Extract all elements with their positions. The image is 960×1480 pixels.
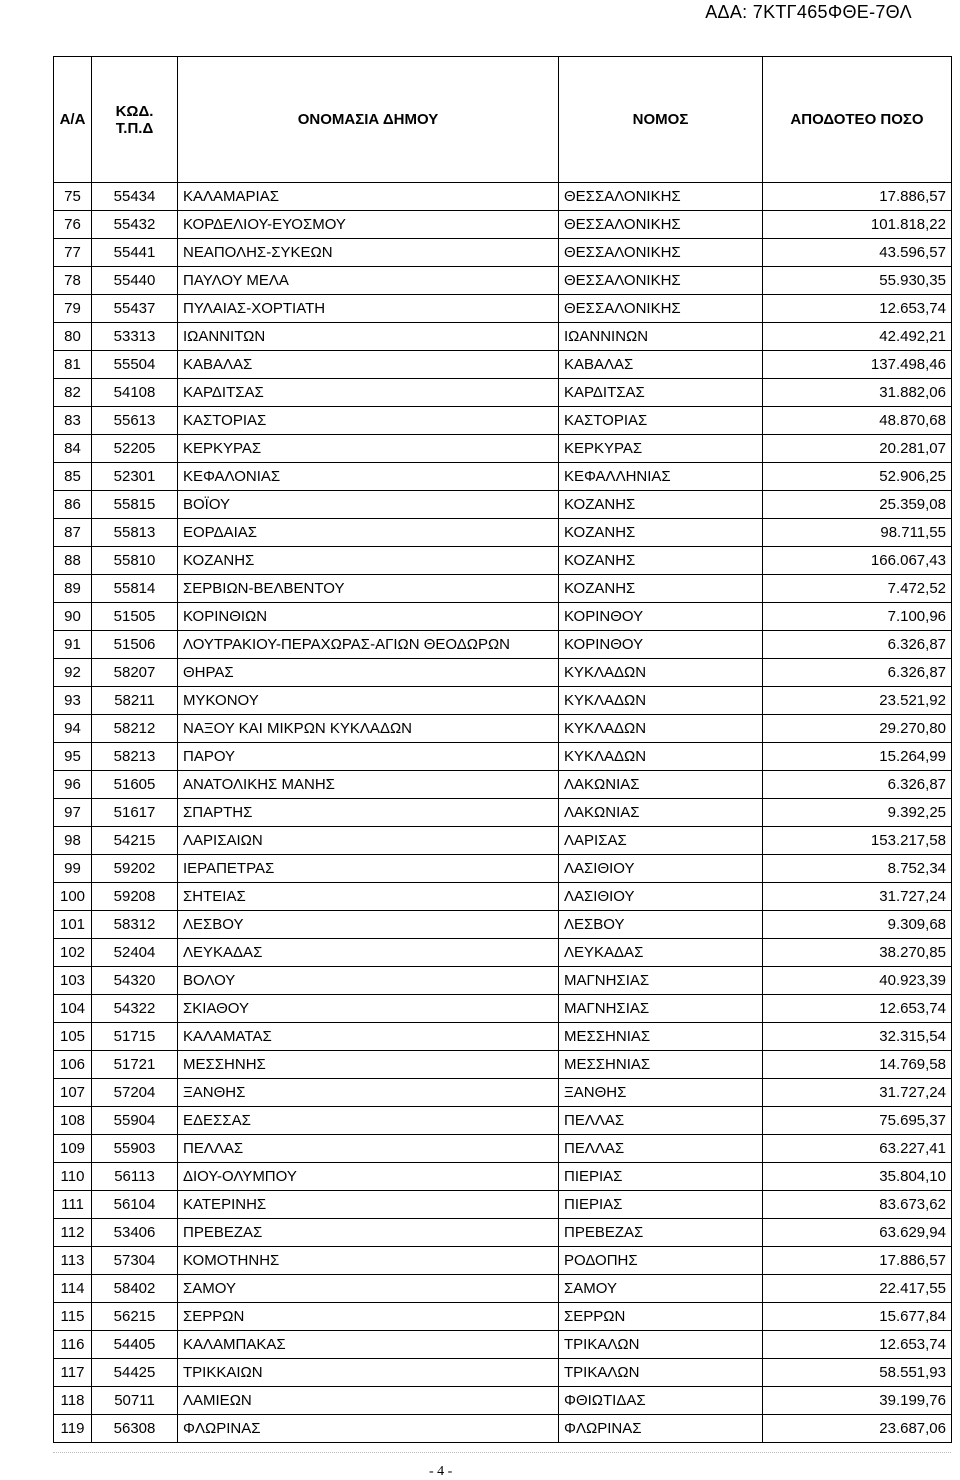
table-row	[54, 267, 952, 295]
amount-value: 48.870,68	[763, 407, 952, 435]
tpd-code: 55810	[92, 547, 178, 575]
amount-value: 83.673,62	[763, 1191, 952, 1219]
prefecture-name: ΛΑΣΙΘΙΟΥ	[559, 883, 763, 911]
amount-value: 63.227,41	[763, 1135, 952, 1163]
table-row	[54, 295, 952, 323]
row-number: 87	[54, 519, 92, 547]
prefecture-name: ΛΑΡΙΣΑΣ	[559, 827, 763, 855]
prefecture-name: ΤΡΙΚΑΛΩΝ	[559, 1331, 763, 1359]
table-row	[54, 1079, 952, 1107]
tpd-code: 54405	[92, 1331, 178, 1359]
tpd-code: 52205	[92, 435, 178, 463]
amount-value: 52.906,25	[763, 463, 952, 491]
prefecture-name: ΡΟΔΟΠΗΣ	[559, 1247, 763, 1275]
prefecture-name: ΚΑΣΤΟΡΙΑΣ	[559, 407, 763, 435]
column-header-name: ΟΝΟΜΑΣΙΑ ΔΗΜΟΥ	[178, 57, 559, 183]
municipality-name: ΜΥΚΟΝΟΥ	[178, 687, 559, 715]
amount-value: 7.472,52	[763, 575, 952, 603]
municipality-name: ΠΑΡΟΥ	[178, 743, 559, 771]
municipality-name: ΚΟΡΙΝΘΙΩΝ	[178, 603, 559, 631]
prefecture-name: ΚΟΖΑΝΗΣ	[559, 575, 763, 603]
row-number: 76	[54, 211, 92, 239]
prefecture-name: ΛΑΣΙΘΙΟΥ	[559, 855, 763, 883]
amount-value: 20.281,07	[763, 435, 952, 463]
row-number: 110	[54, 1163, 92, 1191]
prefecture-name: ΚΥΚΛΑΔΩΝ	[559, 715, 763, 743]
table-row	[54, 631, 952, 659]
municipality-name: ΚΑΒΑΛΑΣ	[178, 351, 559, 379]
row-number: 117	[54, 1359, 92, 1387]
row-number: 100	[54, 883, 92, 911]
ada-code: ΑΔΑ: 7ΚΤΓ465ΦΘΕ-7ΘΛ	[705, 2, 912, 22]
table-row	[54, 211, 952, 239]
row-number: 89	[54, 575, 92, 603]
tpd-code: 58212	[92, 715, 178, 743]
row-number: 109	[54, 1135, 92, 1163]
amount-value: 12.653,74	[763, 1331, 952, 1359]
municipality-name: ΤΡΙΚΚΑΙΩΝ	[178, 1359, 559, 1387]
prefecture-name: ΦΘΙΩΤΙΔΑΣ	[559, 1387, 763, 1415]
prefecture-name: ΛΑΚΩΝΙΑΣ	[559, 799, 763, 827]
table-row	[54, 463, 952, 491]
prefecture-name: ΚΟΖΑΝΗΣ	[559, 491, 763, 519]
row-number: 119	[54, 1415, 92, 1443]
prefecture-name: ΤΡΙΚΑΛΩΝ	[559, 1359, 763, 1387]
tpd-code: 58213	[92, 743, 178, 771]
tpd-code: 57304	[92, 1247, 178, 1275]
table-body	[54, 183, 952, 1443]
amount-value: 15.264,99	[763, 743, 952, 771]
amount-value: 12.653,74	[763, 995, 952, 1023]
tpd-code: 55815	[92, 491, 178, 519]
allocation-table	[53, 56, 952, 1443]
amount-value: 6.326,87	[763, 771, 952, 799]
municipality-name: ΚΕΦΑΛΟΝΙΑΣ	[178, 463, 559, 491]
row-number: 98	[54, 827, 92, 855]
prefecture-name: ΘΕΣΣΑΛΟΝΙΚΗΣ	[559, 295, 763, 323]
municipality-name: ΙΩΑΝΝΙΤΩΝ	[178, 323, 559, 351]
tpd-code: 55440	[92, 267, 178, 295]
table-row	[54, 1191, 952, 1219]
column-header-code	[92, 57, 178, 183]
tpd-code: 51505	[92, 603, 178, 631]
table-row	[54, 1275, 952, 1303]
amount-value: 137.498,46	[763, 351, 952, 379]
municipality-name: ΣΕΡΡΩΝ	[178, 1303, 559, 1331]
table-row	[54, 799, 952, 827]
column-header-amount: ΑΠΟΔΟΤΕΟ ΠΟΣΟ	[763, 57, 952, 183]
amount-value: 43.596,57	[763, 239, 952, 267]
tpd-code: 59208	[92, 883, 178, 911]
prefecture-name: ΜΑΓΝΗΣΙΑΣ	[559, 967, 763, 995]
amount-value: 101.818,22	[763, 211, 952, 239]
tpd-code: 55437	[92, 295, 178, 323]
prefecture-name: ΘΕΣΣΑΛΟΝΙΚΗΣ	[559, 267, 763, 295]
amount-value: 32.315,54	[763, 1023, 952, 1051]
prefecture-name: ΠΡΕΒΕΖΑΣ	[559, 1219, 763, 1247]
prefecture-name: ΙΩΑΝΝΙΝΩΝ	[559, 323, 763, 351]
table-row	[54, 1163, 952, 1191]
row-number: 82	[54, 379, 92, 407]
amount-value: 6.326,87	[763, 659, 952, 687]
tpd-code: 58312	[92, 911, 178, 939]
row-number: 77	[54, 239, 92, 267]
row-number: 106	[54, 1051, 92, 1079]
prefecture-name: ΠΕΛΛΑΣ	[559, 1107, 763, 1135]
table-row	[54, 575, 952, 603]
tpd-code: 56104	[92, 1191, 178, 1219]
municipality-name: ΚΑΛΑΜΑΡΙΑΣ	[178, 183, 559, 211]
row-number: 96	[54, 771, 92, 799]
municipality-name: ΛΑΡΙΣΑΙΩΝ	[178, 827, 559, 855]
table-row	[54, 771, 952, 799]
tpd-code: 53313	[92, 323, 178, 351]
column-header-aa: Α/Α	[54, 57, 92, 183]
table-row	[54, 939, 952, 967]
municipality-name: ΣΑΜΟΥ	[178, 1275, 559, 1303]
row-number: 113	[54, 1247, 92, 1275]
row-number: 80	[54, 323, 92, 351]
tpd-code: 57204	[92, 1079, 178, 1107]
table-row	[54, 1219, 952, 1247]
amount-value: 8.752,34	[763, 855, 952, 883]
row-number: 81	[54, 351, 92, 379]
row-number: 78	[54, 267, 92, 295]
prefecture-name: ΜΕΣΣΗΝΙΑΣ	[559, 1051, 763, 1079]
amount-value: 75.695,37	[763, 1107, 952, 1135]
amount-value: 12.653,74	[763, 295, 952, 323]
row-number: 97	[54, 799, 92, 827]
table-row	[54, 407, 952, 435]
municipality-name: ΠΑΥΛΟΥ ΜΕΛΑ	[178, 267, 559, 295]
amount-value: 55.930,35	[763, 267, 952, 295]
amount-value: 39.199,76	[763, 1387, 952, 1415]
tpd-code: 55904	[92, 1107, 178, 1135]
amount-value: 31.727,24	[763, 883, 952, 911]
tpd-code: 55441	[92, 239, 178, 267]
amount-value: 7.100,96	[763, 603, 952, 631]
municipality-name: ΚΟΜΟΤΗΝΗΣ	[178, 1247, 559, 1275]
table-row	[54, 1051, 952, 1079]
tpd-code: 55613	[92, 407, 178, 435]
prefecture-name: ΘΕΣΣΑΛΟΝΙΚΗΣ	[559, 239, 763, 267]
prefecture-name: ΜΕΣΣΗΝΙΑΣ	[559, 1023, 763, 1051]
municipality-name: ΛΕΣΒΟΥ	[178, 911, 559, 939]
amount-value: 25.359,08	[763, 491, 952, 519]
amount-value: 58.551,93	[763, 1359, 952, 1387]
page-number: - 4 -	[429, 1464, 453, 1479]
row-number: 116	[54, 1331, 92, 1359]
municipality-name: ΛΟΥΤΡΑΚΙΟΥ-ΠΕΡΑΧΩΡΑΣ-ΑΓΙΩΝ ΘΕΟΔΩΡΩΝ	[178, 631, 559, 659]
table-row	[54, 519, 952, 547]
footer-divider	[53, 1452, 951, 1453]
table-row	[54, 1247, 952, 1275]
amount-value: 23.521,92	[763, 687, 952, 715]
tpd-code: 56215	[92, 1303, 178, 1331]
prefecture-name: ΘΕΣΣΑΛΟΝΙΚΗΣ	[559, 211, 763, 239]
table-row	[54, 603, 952, 631]
prefecture-name: ΠΙΕΡΙΑΣ	[559, 1191, 763, 1219]
prefecture-name: ΜΑΓΝΗΣΙΑΣ	[559, 995, 763, 1023]
prefecture-name: ΘΕΣΣΑΛΟΝΙΚΗΣ	[559, 183, 763, 211]
table-row	[54, 715, 952, 743]
tpd-code: 51715	[92, 1023, 178, 1051]
tpd-code: 58207	[92, 659, 178, 687]
tpd-code: 56113	[92, 1163, 178, 1191]
column-header-code-line1: ΚΩΔ.	[115, 102, 154, 120]
table-row	[54, 491, 952, 519]
row-number: 105	[54, 1023, 92, 1051]
table-row	[54, 1107, 952, 1135]
municipality-name: ΚΑΣΤΟΡΙΑΣ	[178, 407, 559, 435]
table-row	[54, 659, 952, 687]
municipality-name: ΑΝΑΤΟΛΙΚΗΣ ΜΑΝΗΣ	[178, 771, 559, 799]
amount-value: 35.804,10	[763, 1163, 952, 1191]
municipality-name: ΣΚΙΑΘΟΥ	[178, 995, 559, 1023]
municipality-name: ΚΑΡΔΙΤΣΑΣ	[178, 379, 559, 407]
amount-value: 6.326,87	[763, 631, 952, 659]
municipality-name: ΒΟΪΟΥ	[178, 491, 559, 519]
amount-value: 17.886,57	[763, 1247, 952, 1275]
table-row	[54, 183, 952, 211]
municipality-name: ΚΟΖΑΝΗΣ	[178, 547, 559, 575]
row-number: 103	[54, 967, 92, 995]
row-number: 101	[54, 911, 92, 939]
tpd-code: 55432	[92, 211, 178, 239]
municipality-name: ΣΠΑΡΤΗΣ	[178, 799, 559, 827]
row-number: 107	[54, 1079, 92, 1107]
tpd-code: 58211	[92, 687, 178, 715]
row-number: 95	[54, 743, 92, 771]
prefecture-name: ΛΕΥΚΑΔΑΣ	[559, 939, 763, 967]
municipality-name: ΝΕΑΠΟΛΗΣ-ΣΥΚΕΩΝ	[178, 239, 559, 267]
row-number: 94	[54, 715, 92, 743]
amount-value: 153.217,58	[763, 827, 952, 855]
row-number: 111	[54, 1191, 92, 1219]
row-number: 90	[54, 603, 92, 631]
municipality-name: ΕΔΕΣΣΑΣ	[178, 1107, 559, 1135]
table-row	[54, 1331, 952, 1359]
table-row	[54, 883, 952, 911]
table-row	[54, 967, 952, 995]
prefecture-name: ΠΕΛΛΑΣ	[559, 1135, 763, 1163]
row-number: 115	[54, 1303, 92, 1331]
municipality-name: ΣΗΤΕΙΑΣ	[178, 883, 559, 911]
table-row	[54, 911, 952, 939]
row-number: 75	[54, 183, 92, 211]
row-number: 102	[54, 939, 92, 967]
municipality-name: ΚΑΤΕΡΙΝΗΣ	[178, 1191, 559, 1219]
prefecture-name: ΚΟΖΑΝΗΣ	[559, 547, 763, 575]
tpd-code: 51506	[92, 631, 178, 659]
row-number: 85	[54, 463, 92, 491]
tpd-code: 59202	[92, 855, 178, 883]
prefecture-name: ΣΑΜΟΥ	[559, 1275, 763, 1303]
tpd-code: 54108	[92, 379, 178, 407]
table-row	[54, 1135, 952, 1163]
table-row	[54, 1359, 952, 1387]
municipality-name: ΚΟΡΔΕΛΙΟΥ-ΕΥΟΣΜΟΥ	[178, 211, 559, 239]
tpd-code: 52301	[92, 463, 178, 491]
prefecture-name: ΚΥΚΛΑΔΩΝ	[559, 743, 763, 771]
amount-value: 31.727,24	[763, 1079, 952, 1107]
prefecture-name: ΞΑΝΘΗΣ	[559, 1079, 763, 1107]
column-header-nomos: ΝΟΜΟΣ	[559, 57, 763, 183]
tpd-code: 58402	[92, 1275, 178, 1303]
table-row	[54, 743, 952, 771]
table-row	[54, 995, 952, 1023]
table-row	[54, 379, 952, 407]
tpd-code: 56308	[92, 1415, 178, 1443]
row-number: 84	[54, 435, 92, 463]
table-row	[54, 1415, 952, 1443]
municipality-name: ΦΛΩΡΙΝΑΣ	[178, 1415, 559, 1443]
amount-value: 63.629,94	[763, 1219, 952, 1247]
municipality-name: ΞΑΝΘΗΣ	[178, 1079, 559, 1107]
municipality-name: ΚΑΛΑΜΑΤΑΣ	[178, 1023, 559, 1051]
prefecture-name: ΚΑΒΑΛΑΣ	[559, 351, 763, 379]
prefecture-name: ΛΑΚΩΝΙΑΣ	[559, 771, 763, 799]
tpd-code: 50711	[92, 1387, 178, 1415]
tpd-code: 54215	[92, 827, 178, 855]
tpd-code: 54425	[92, 1359, 178, 1387]
municipality-name: ΚΕΡΚΥΡΑΣ	[178, 435, 559, 463]
prefecture-name: ΚΥΚΛΑΔΩΝ	[559, 687, 763, 715]
municipality-name: ΛΑΜΙΕΩΝ	[178, 1387, 559, 1415]
table-row	[54, 323, 952, 351]
row-number: 104	[54, 995, 92, 1023]
tpd-code: 51617	[92, 799, 178, 827]
row-number: 108	[54, 1107, 92, 1135]
prefecture-name: ΚΕΦΑΛΛΗΝΙΑΣ	[559, 463, 763, 491]
amount-value: 98.711,55	[763, 519, 952, 547]
table-row	[54, 1387, 952, 1415]
amount-value: 38.270,85	[763, 939, 952, 967]
tpd-code: 54322	[92, 995, 178, 1023]
tpd-code: 55814	[92, 575, 178, 603]
amount-value: 42.492,21	[763, 323, 952, 351]
table-row	[54, 687, 952, 715]
municipality-name: ΠΡΕΒΕΖΑΣ	[178, 1219, 559, 1247]
prefecture-name: ΚΥΚΛΑΔΩΝ	[559, 659, 763, 687]
municipality-name: ΔΙΟΥ-ΟΛΥΜΠΟΥ	[178, 1163, 559, 1191]
tpd-code: 55813	[92, 519, 178, 547]
table-row	[54, 827, 952, 855]
row-number: 99	[54, 855, 92, 883]
tpd-code: 51721	[92, 1051, 178, 1079]
amount-value: 23.687,06	[763, 1415, 952, 1443]
table-header-row	[54, 57, 952, 183]
table-row	[54, 1023, 952, 1051]
table-row	[54, 239, 952, 267]
row-number: 93	[54, 687, 92, 715]
row-number: 79	[54, 295, 92, 323]
municipality-name: ΝΑΞΟΥ ΚΑΙ ΜΙΚΡΩΝ ΚΥΚΛΑΔΩΝ	[178, 715, 559, 743]
tpd-code: 55504	[92, 351, 178, 379]
municipality-name: ΒΟΛΟΥ	[178, 967, 559, 995]
row-number: 83	[54, 407, 92, 435]
prefecture-name: ΚΟΖΑΝΗΣ	[559, 519, 763, 547]
prefecture-name: ΚΑΡΔΙΤΣΑΣ	[559, 379, 763, 407]
row-number: 86	[54, 491, 92, 519]
municipality-name: ΠΥΛΑΙΑΣ-ΧΟΡΤΙΑΤΗ	[178, 295, 559, 323]
prefecture-name: ΚΟΡΙΝΘΟΥ	[559, 631, 763, 659]
tpd-code: 54320	[92, 967, 178, 995]
municipality-name: ΛΕΥΚΑΔΑΣ	[178, 939, 559, 967]
amount-value: 40.923,39	[763, 967, 952, 995]
table-row	[54, 855, 952, 883]
amount-value: 14.769,58	[763, 1051, 952, 1079]
amount-value: 9.392,25	[763, 799, 952, 827]
table-row	[54, 435, 952, 463]
amount-value: 9.309,68	[763, 911, 952, 939]
amount-value: 17.886,57	[763, 183, 952, 211]
prefecture-name: ΚΟΡΙΝΘΟΥ	[559, 603, 763, 631]
column-header-code-line2: Τ.Π.Δ	[115, 119, 154, 137]
amount-value: 166.067,43	[763, 547, 952, 575]
amount-value: 29.270,80	[763, 715, 952, 743]
municipality-name: ΙΕΡΑΠΕΤΡΑΣ	[178, 855, 559, 883]
prefecture-name: ΚΕΡΚΥΡΑΣ	[559, 435, 763, 463]
row-number: 118	[54, 1387, 92, 1415]
tpd-code: 52404	[92, 939, 178, 967]
tpd-code: 51605	[92, 771, 178, 799]
row-number: 112	[54, 1219, 92, 1247]
municipality-name: ΕΟΡΔΑΙΑΣ	[178, 519, 559, 547]
municipality-name: ΠΕΛΛΑΣ	[178, 1135, 559, 1163]
table-row	[54, 1303, 952, 1331]
row-number: 92	[54, 659, 92, 687]
municipality-name: ΜΕΣΣΗΝΗΣ	[178, 1051, 559, 1079]
amount-value: 31.882,06	[763, 379, 952, 407]
row-number: 91	[54, 631, 92, 659]
prefecture-name: ΣΕΡΡΩΝ	[559, 1303, 763, 1331]
row-number: 88	[54, 547, 92, 575]
row-number: 114	[54, 1275, 92, 1303]
tpd-code: 55903	[92, 1135, 178, 1163]
amount-value: 15.677,84	[763, 1303, 952, 1331]
prefecture-name: ΛΕΣΒΟΥ	[559, 911, 763, 939]
table-row	[54, 351, 952, 379]
table-row	[54, 547, 952, 575]
tpd-code: 55434	[92, 183, 178, 211]
tpd-code: 53406	[92, 1219, 178, 1247]
prefecture-name: ΠΙΕΡΙΑΣ	[559, 1163, 763, 1191]
municipality-name: ΘΗΡΑΣ	[178, 659, 559, 687]
municipality-name: ΚΑΛΑΜΠΑΚΑΣ	[178, 1331, 559, 1359]
prefecture-name: ΦΛΩΡΙΝΑΣ	[559, 1415, 763, 1443]
amount-value: 22.417,55	[763, 1275, 952, 1303]
municipality-name: ΣΕΡΒΙΩΝ-ΒΕΛΒΕΝΤΟΥ	[178, 575, 559, 603]
